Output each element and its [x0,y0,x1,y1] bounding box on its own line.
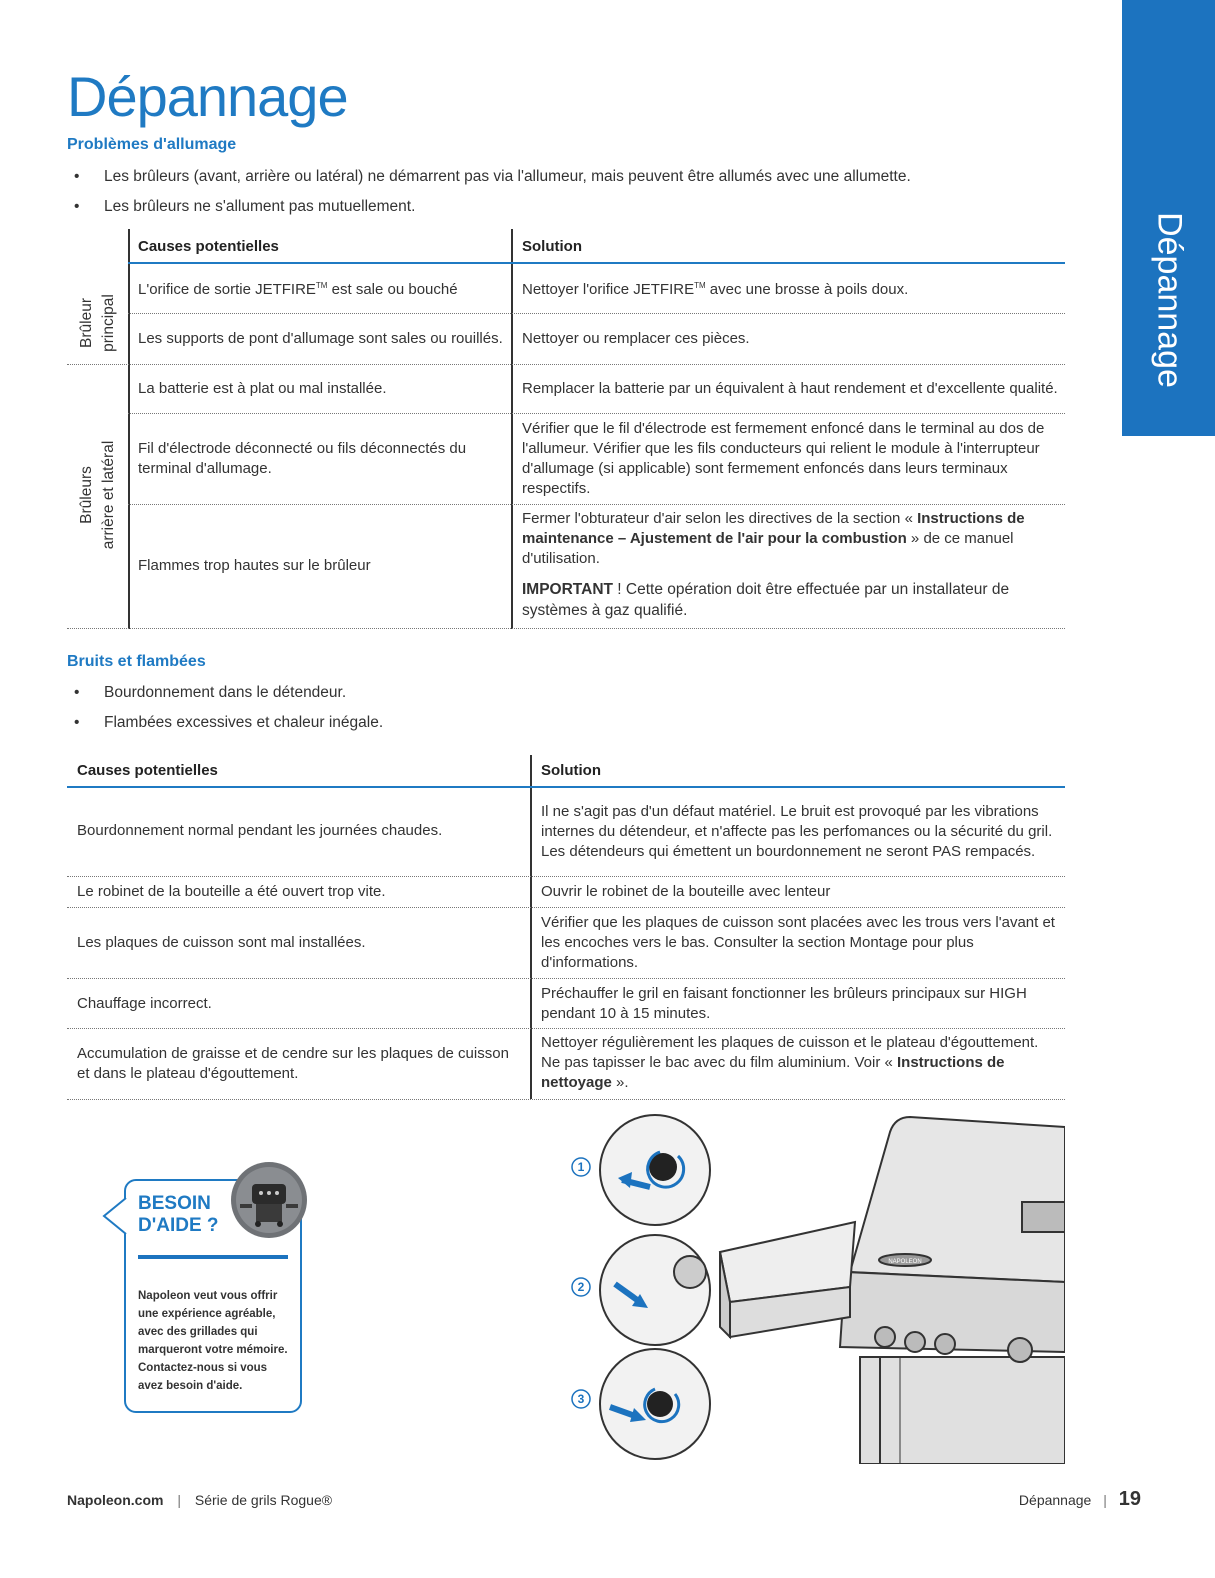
table-row-solution: Il ne s'agit pas d'un défaut matériel. Le bruit est provoqué par les vibrations internes du détendeur, et n'affecte pas les perfomances ou la sécurité du gril. Les détendeurs qui émettent un bourdonnement ne seront PAS rempacés. [541,803,1053,860]
table-row-solution: Fermer l'obturateur d'air selon les directives de la section « Instructions de maintenance – Ajustement de l'air pour la combustion » de ce manuel d'utilisation. IMPORTANT ! Cette opération doit être effectuée par un installateur de systèmes à gaz qualifié. [522,510,1025,619]
step-number-badges [572,1158,590,1408]
help-text: Napoleon veut vous offrir une expérience agréable, avec des grillades qui marqueront votre mémoire. Contactez-nous si vous avez besoin d'aide. [138,1290,288,1392]
table-divider [530,755,532,1099]
page-number: 19 [1118,1488,1141,1510]
table-row-solution: Nettoyer l'orifice JETFIRE™ avec une brosse à poils doux. [522,281,909,298]
step-3-badge: 3 [577,1392,585,1406]
section-heading-ignition: Problèmes d'allumage [67,136,237,153]
table-divider [511,229,513,629]
table-row-solution: Vérifier que le fil d'électrode est fermement enfoncé dans le terminal au dos de l'allumeur. Vérifier que les fils conducteurs qui relient le module à l'interrupteur d'allumage (si applicable) sont fermement enfoncés dans leurs terminaux respectifs. [522,420,1045,497]
noise-bullet-list [74,682,383,742]
col-header-causes: Causes potentielles [138,238,279,255]
list-item: • Bourdonnement dans le détendeur. [74,682,383,712]
step-2-badge: 2 [577,1280,585,1294]
table-row-solution: Vérifier que les plaques de cuisson sont placées avec les trous vers l'avant et les encoches vers le bas. Consulter la section Montage pour plus d'informations. [541,914,1055,971]
step-3-detail [600,1349,710,1459]
side-tab-label: Dépannage [1150,212,1188,388]
row-separator [67,907,1065,908]
table-row-solution: Ouvrir le robinet de la bouteille avec lenteur [541,883,831,900]
header-rule [67,786,1065,788]
row-separator [67,876,1065,877]
table-row-cause: Flammes trop hautes sur le brûleur [138,557,371,574]
step-1-badge: 1 [577,1160,585,1174]
row-separator [128,413,1065,414]
list-item: • Les brûleurs (avant, arrière ou latéral) ne démarrent pas via l'allumeur, mais peuvent être allumés avec une allumette. [74,166,911,196]
table-row-solution: Remplacer la batterie par un équivalent à haut rendement et d'excellente qualité. [522,380,1058,397]
table-row-cause: Accumulation de graisse et de cendre sur les plaques de cuisson et dans le plateau d'égouttement. [77,1045,509,1082]
list-item: • Les brûleurs ne s'allument pas mutuellement. [74,196,911,226]
row-separator [67,1028,1065,1029]
header-rule [128,262,1065,264]
group-label-main-burner: Brûleur principal [78,294,117,352]
table-row-solution: Préchauffer le gril en faisant fonctionner les brûleurs principaux sur HIGH pendant 10 à 15 minutes. [541,985,1027,1022]
section-side-tab [1122,0,1215,436]
ignition-bullet-list [74,166,911,226]
table-divider [128,229,130,629]
table-row-cause: Le robinet de la bouteille a été ouvert trop vite. [77,883,386,900]
footer-separator: | [177,1492,181,1508]
grill-drawing [720,1117,1065,1464]
table-bottom-rule [67,628,1065,629]
step-1-detail [600,1115,710,1225]
footer-left [67,1492,332,1508]
grill-illustration [560,1112,1065,1464]
table-row-cause: L'orifice de sortie JETFIRE™ est sale ou bouché [138,281,458,298]
table-row-solution: Nettoyer ou remplacer ces pièces. [522,330,750,347]
help-callout-decoration [100,1160,320,1420]
table-row-cause: Fil d'électrode déconnecté ou fils déconnectés du terminal d'allumage. [138,440,467,477]
help-title: BESOIN D'AIDE ? [138,1193,219,1236]
row-separator [67,978,1065,979]
footer-separator: | [1103,1492,1107,1508]
table-row-cause: Les supports de pont d'allumage sont sales ou rouillés. [138,330,503,347]
row-separator [128,313,1065,314]
footer-section: Dépannage [1018,1492,1092,1508]
page-title: Dépannage [67,65,348,128]
grill-logo: NAPOLEON [888,1259,922,1265]
table-row-cause: Les plaques de cuisson sont mal installées. [77,934,366,951]
table-row-cause: La batterie est à plat ou mal installée. [138,380,387,397]
section-heading-noise: Bruits et flambées [67,653,206,670]
list-item: • Flambées excessives et chaleur inégale. [74,712,383,742]
row-separator [128,504,1065,505]
col-header-solution: Solution [541,762,601,779]
col-header-causes: Causes potentielles [77,762,218,779]
footer-brand: Napoleon.com [67,1492,164,1508]
table-row-cause: Chauffage incorrect. [77,995,212,1012]
col-header-solution: Solution [522,238,582,255]
footer-right [1019,1488,1141,1511]
footer-series: Série de grils Rogue® [194,1492,333,1508]
table-bottom-rule [67,1099,1065,1100]
table-row-cause: Bourdonnement normal pendant les journées chaudes. [77,822,443,839]
step-2-detail [600,1235,710,1345]
group-separator [67,364,1065,365]
table-row-solution: Nettoyer régulièrement les plaques de cuisson et le plateau d'égouttement. Ne pas tapisser le bac avec du film aluminium. Voir « Instructions de nettoyage ». [541,1034,1039,1091]
group-label-rear-side-burners: Brûleurs arrière et latéral [78,440,117,550]
